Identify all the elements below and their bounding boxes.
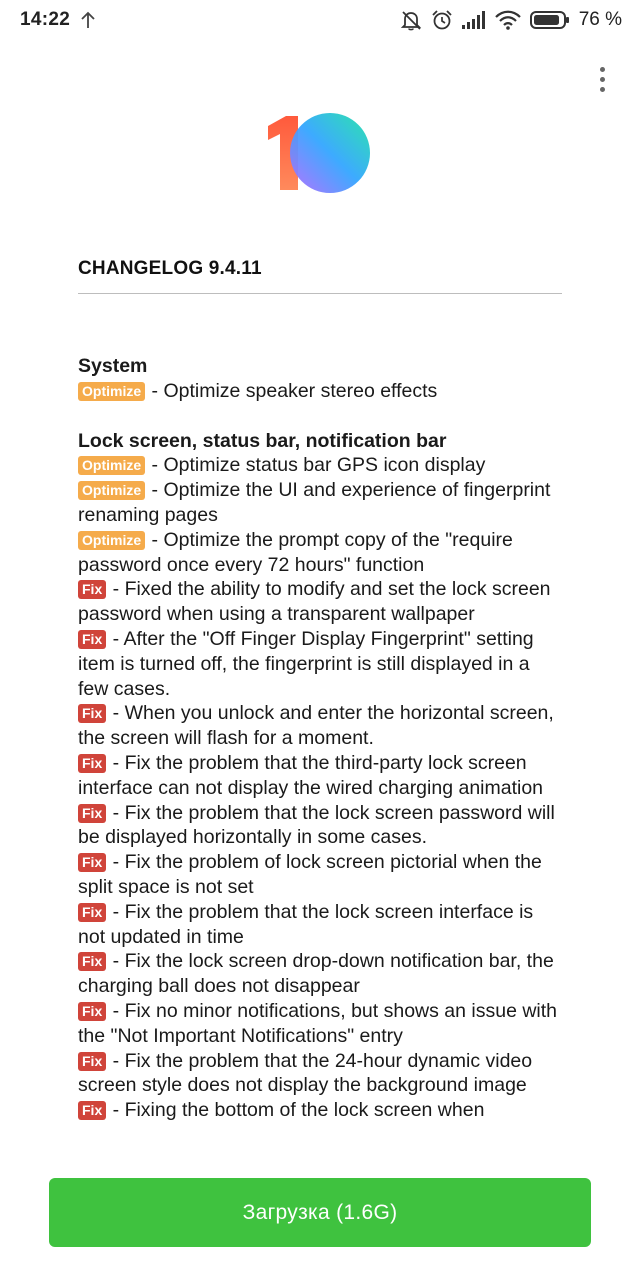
changelog-item-text: - Fix the problem of lock screen pictorial when the split space is not set	[78, 851, 542, 898]
changelog-item-text: - Fix the problem that the 24-hour dynamic video screen style does not display the background image	[78, 1049, 533, 1097]
optimize-badge: Optimize	[78, 382, 145, 401]
more-dot	[600, 87, 605, 92]
changelog-item-text: - Fix the problem that the lock screen interface is not updated in time	[78, 900, 534, 948]
changelog-item	[78, 577, 564, 627]
status-time: 14:22	[20, 9, 71, 30]
more-options-button[interactable]	[588, 64, 616, 94]
changelog-item	[78, 751, 564, 801]
section-title: Lock screen, status bar, notification bar	[78, 429, 447, 452]
optimize-badge: Optimize	[78, 456, 145, 475]
download-button-label: Загрузка (1.6G)	[242, 1200, 398, 1224]
changelog-item	[78, 999, 564, 1049]
battery-percent: 76 %	[578, 9, 622, 30]
fix-badge: Fix	[78, 754, 106, 773]
more-dot	[600, 77, 605, 82]
optimize-badge: Optimize	[78, 531, 145, 550]
changelog-item-text: - Optimize speaker stereo effects	[146, 379, 438, 402]
changelog-item	[78, 478, 564, 528]
changelog-item	[78, 1049, 564, 1099]
changelog-item	[78, 701, 564, 751]
changelog-item	[78, 627, 564, 701]
optimize-badge: Optimize	[78, 481, 145, 500]
fix-badge: Fix	[78, 1002, 106, 1021]
battery-icon	[530, 10, 570, 30]
changelog-title: CHANGELOG 9.4.11	[78, 258, 262, 279]
title-divider	[78, 293, 562, 294]
changelog-item-text: - Fixing the bottom of the lock screen when	[107, 1099, 485, 1122]
changelog-item	[78, 850, 564, 900]
section-title: System	[78, 355, 148, 377]
signal-icon	[462, 11, 486, 29]
changelog-item	[78, 801, 564, 851]
changelog-item	[78, 949, 564, 999]
changelog-item-text: - Optimize status bar GPS icon display	[146, 454, 486, 477]
changelog-item	[78, 1098, 564, 1123]
miui-10-logo	[264, 112, 376, 194]
changelog-item-text: - Fix the problem that the third-party lock screen interface can not display the wired charging animation	[78, 751, 544, 799]
content-fade	[0, 1140, 640, 1164]
fix-badge: Fix	[78, 1052, 106, 1071]
changelog-item-text: - After the "Off Finger Display Fingerprint" setting item is turned off, the fingerprint is still displayed in a few cases.	[78, 627, 534, 700]
changelog-item	[78, 528, 564, 578]
fix-badge: Fix	[78, 903, 106, 922]
notifications-muted-icon	[400, 9, 422, 31]
changelog-item-text: - When you unlock and enter the horizontal screen, the screen will flash for a moment.	[78, 702, 554, 750]
changelog-item-text: - Optimize the prompt copy of the "require password once every 72 hours" function	[78, 528, 513, 576]
fix-badge: Fix	[78, 853, 106, 872]
download-button[interactable]	[49, 1178, 591, 1247]
wifi-icon	[495, 10, 521, 30]
changelog-item	[78, 453, 564, 478]
changelog-section	[78, 354, 564, 404]
more-dot	[600, 67, 605, 72]
changelog-item-text: - Fix the problem that the lock screen password will be displayed horizontally in some cases.	[78, 801, 555, 849]
changelog-item-text: - Optimize the UI and experience of fingerprint renaming pages	[78, 479, 551, 526]
changelog-item	[78, 900, 564, 950]
alarm-icon	[431, 9, 453, 31]
changelog-item-text: - Fix the lock screen drop-down notification bar, the charging ball does not disappear	[78, 950, 554, 998]
changelog-content[interactable]	[78, 354, 564, 1160]
fix-badge: Fix	[78, 804, 106, 823]
status-bar	[0, 0, 640, 40]
fix-badge: Fix	[78, 630, 106, 649]
fix-badge: Fix	[78, 704, 106, 723]
changelog-item-text: - Fixed the ability to modify and set the lock screen password when using a transparent wallpaper	[78, 578, 551, 626]
fix-badge: Fix	[78, 952, 106, 971]
changelog-section	[78, 429, 564, 1123]
changelog-item-text: - Fix no minor notifications, but shows an issue with the "Not Important Notifications" entry	[78, 999, 558, 1047]
fix-badge: Fix	[78, 580, 106, 599]
fix-badge: Fix	[78, 1101, 106, 1120]
changelog-item	[78, 379, 564, 404]
upload-arrow-icon	[80, 11, 96, 29]
